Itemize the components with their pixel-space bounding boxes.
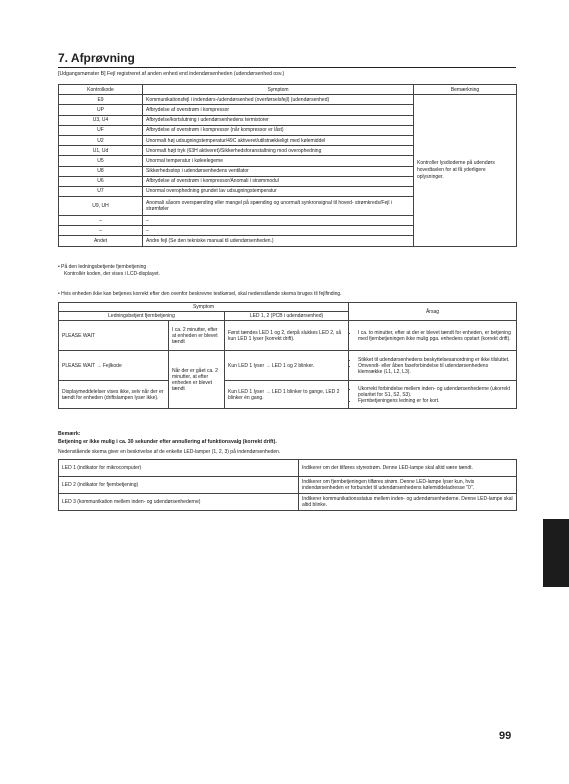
error-code-table bbox=[58, 84, 517, 247]
code-cell: E9 bbox=[59, 95, 143, 105]
table-row bbox=[59, 494, 517, 511]
note-text: Nedenstående skema giver en beskrivelse af de enkelte LED-lamper (1, 2, 3) på indendørsenheden. bbox=[58, 449, 281, 455]
table-row bbox=[59, 321, 517, 351]
led-name-cell: LED 3 (kommunikation mellem inden- og udendørsenhederne) bbox=[59, 494, 299, 511]
header-symptom: Symptom bbox=[143, 85, 414, 95]
led-name-cell: LED 2 (indikator for fjernbetjening) bbox=[59, 477, 299, 494]
symptom-cell: – bbox=[143, 216, 414, 226]
header-bemaerkning: Bemærkning bbox=[414, 85, 517, 95]
symptom-cell: Unormal overophedning grundet lav udsugningstemperatur bbox=[143, 186, 414, 196]
table-row bbox=[59, 460, 517, 477]
code-cell: Andet bbox=[59, 236, 143, 246]
symptom-cell: – bbox=[143, 226, 414, 236]
code-cell: U9, UH bbox=[59, 197, 143, 216]
cause-cell bbox=[349, 321, 517, 351]
code-cell: UF bbox=[59, 125, 143, 135]
subheader-remote: Ledningsbetjent fjernbetjening bbox=[59, 312, 225, 321]
note-label: Bemærk: bbox=[58, 431, 81, 437]
note-bold-text: Betjening er ikke mulig i ca. 30 sekunder efter annullering af funktionsvalg (korrekt drift). bbox=[58, 439, 277, 445]
led-desc-cell: Indikerer om der tilføres styrestrøm. Denne LED-lampe skal altid være tændt. bbox=[299, 460, 517, 477]
table-row bbox=[59, 477, 517, 494]
led-cell: Kun LED 1 lyser → LED 1 og 2 blinker. bbox=[225, 351, 349, 381]
remote-cell: PLEASE WAIT bbox=[59, 321, 169, 351]
code-cell: U2 bbox=[59, 135, 143, 145]
led-cell: Kun LED 1 lyser → LED 1 blinker to gange, LED 2 blinker én gang. bbox=[225, 381, 349, 409]
code-cell: U5 bbox=[59, 156, 143, 166]
cause-item: • I ca. to minutter, efter at der er blevet tændt for enheden, er betjening med fjernbetjeningen ikke mulig pga. enhedens opstart (korrekt drift). bbox=[358, 330, 513, 342]
page-number: 99 bbox=[499, 730, 512, 742]
table-row bbox=[59, 95, 517, 105]
code-cell: U7 bbox=[59, 186, 143, 196]
cause-item: • Ukorrekt forbindelse mellem inden- og udendørsenhederne (ukorrekt polaritet for S1, S2, S3). bbox=[358, 386, 513, 398]
code-cell: UP bbox=[59, 105, 143, 115]
symptom-cell: Afbrydelse af overstrøm i kompressor bbox=[143, 105, 414, 115]
page-title: 7. Afprøvning bbox=[58, 51, 135, 65]
table-header-row bbox=[59, 303, 517, 312]
remote-note-line2: Kontrollér koden, der vises i LCD-displayet. bbox=[64, 270, 160, 277]
code-cell: U6 bbox=[59, 176, 143, 186]
symptom-cell: Unormalt højt tryk (63H aktiveret)/Sikkerhedsforanstaltning mod overophedning bbox=[143, 146, 414, 156]
symptom-cell: Unormal temperatur i køleelegeme bbox=[143, 156, 414, 166]
title-rule bbox=[58, 67, 516, 68]
remote-note-line1: • På den ledningsbetjente fjernbetjening bbox=[58, 264, 147, 270]
remote-cell: Displaymeddelelser vises ikke, selv når der er tændt for enheden (driftslampen lyser ikke). bbox=[59, 381, 169, 409]
code-cell: – bbox=[59, 216, 143, 226]
symptom-cell: Afbrydelse af overstrøm i kompressor/Anomali i strømmodul bbox=[143, 176, 414, 186]
led-name-cell: LED 1 (indikator for mikrocomputer) bbox=[59, 460, 299, 477]
symptom-cell: Afbrydelse af overstrøm i kompressor (når kompressor er låst) bbox=[143, 125, 414, 135]
code-cell: U1, Ud bbox=[59, 146, 143, 156]
cause-item: • Omvendt- eller åben faseforbindelse til udendørsenhedens klemrække (L1, L2, L3). bbox=[358, 363, 513, 375]
pattern-intro: [Udgangsmønster B] Fejl registreret af anden enhed end indendørsenheden (udendørsenhed osv.) bbox=[58, 71, 285, 77]
remote-cell: PLEASE WAIT → Fejlkode bbox=[59, 351, 169, 381]
header-kontrolkode: Kontrolkode bbox=[59, 85, 143, 95]
code-cell: – bbox=[59, 226, 143, 236]
troubleshooting-note: • Hvis enheden ikke kan betjenes korrekt efter den ovenfor beskrevne testkørsel, skal nedenstående skema bruges til fejlfinding. bbox=[58, 291, 342, 297]
remark-cell: Kontroller lysdioderne på udendørs hovedtavlen for at få yderligere oplysninger. bbox=[414, 95, 517, 246]
header-cause: Årsag bbox=[349, 303, 517, 321]
symptom-cell: Andre fejl (Se den tekniske manual til udendørsenheden.) bbox=[143, 236, 414, 246]
troubleshooting-table bbox=[58, 302, 517, 409]
header-symptom: Symptom bbox=[59, 303, 349, 312]
subheader-led: LED 1, 2 (PCB i udendørsenhed) bbox=[225, 312, 349, 321]
cause-cell bbox=[349, 381, 517, 409]
symptom-cell: Anomali såsom overspænding eller mangel på spænding og unormalt synkronsignal til hoved- strømkreds/Fejl i strømføler bbox=[143, 197, 414, 216]
led-table bbox=[58, 459, 517, 511]
code-cell: U8 bbox=[59, 166, 143, 176]
table-header-row bbox=[59, 85, 517, 95]
led-cell: Først tændes LED 1 og 2, derpå slukkes LED 2, så kun LED 1 lyser (korrekt drift). bbox=[225, 321, 349, 351]
code-cell: U3, U4 bbox=[59, 115, 143, 125]
section-edge-tab bbox=[543, 519, 569, 587]
cause-cell bbox=[349, 351, 517, 381]
symptom-cell: Sikkerhedsstop i udendørsenhedens ventilator bbox=[143, 166, 414, 176]
remote-note bbox=[58, 264, 160, 277]
table-row bbox=[59, 351, 517, 381]
symptom-cell: Afbrydelse/kortslutning i udendørsenhedens termistorer bbox=[143, 115, 414, 125]
symptom-cell: Unormalt høj udsugningstemperatur/49C aktiveret/utilstrækkeligt med kølemiddel bbox=[143, 135, 414, 145]
symptom-cell: Kommunikationsfejl i indendørs-/udendørsenhed (overførselsfejl) (udendørsenhed) bbox=[143, 95, 414, 105]
led-desc-cell: Indikerer kommunikationsstatus mellem inden- og udendørsenhederne. Denne LED-lampe skal altid blinke. bbox=[299, 494, 517, 511]
cause-item: • Fjernbetjeningens ledning er for kort. bbox=[358, 398, 513, 404]
time-cell: Når der er gået ca. 2 minutter, at efter enheden er blevet tændt bbox=[169, 351, 225, 409]
time-cell: I ca. 2 minutter, efter at enheden er blevet tændt bbox=[169, 321, 225, 351]
led-desc-cell: Indikerer om fjernbetjeningen tilføres strøm. Denne LED-lampe lyser kun, hvis indendørsenheden er forbundet til udendørsenhedens kølemiddeladresse "0". bbox=[299, 477, 517, 494]
table-row bbox=[59, 381, 517, 409]
cause-item: • Stikket til udendørsenhedens beskyttelsesanordning er ikke tilsluttet. bbox=[358, 357, 513, 363]
